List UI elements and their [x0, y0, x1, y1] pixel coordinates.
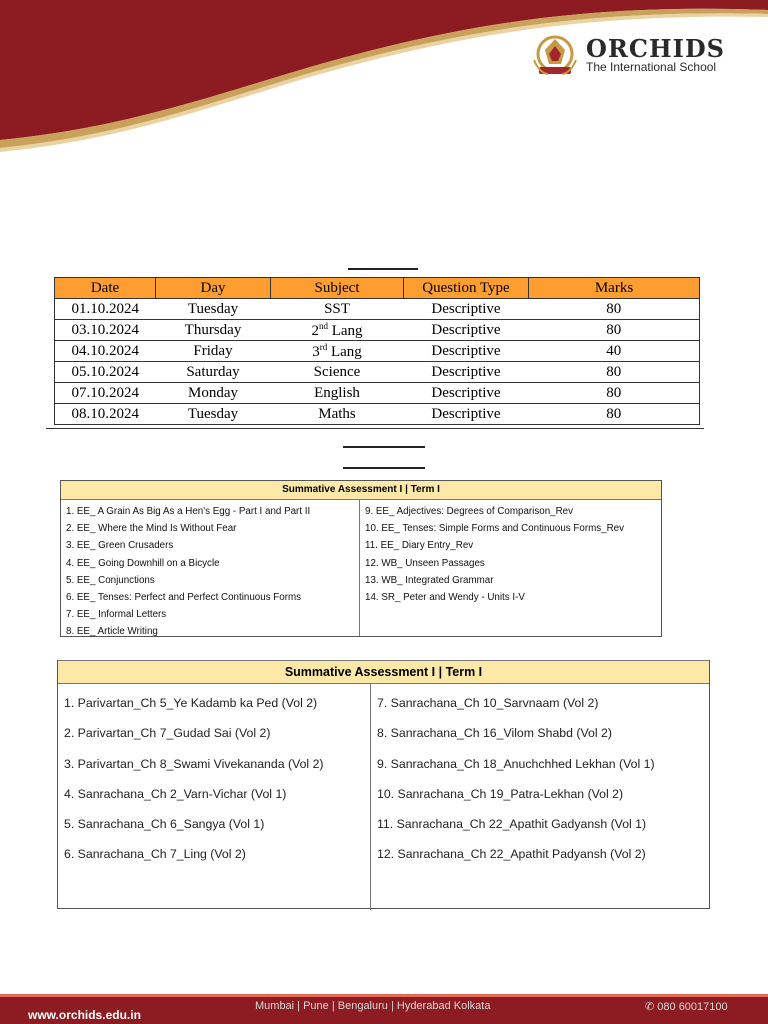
footer-cities: Mumbai | Pune | Bengaluru | Hyderabad Kolkata: [255, 1000, 491, 1012]
hindi-syllabus-title: Summative Assessment I | Term I: [58, 660, 709, 684]
list-item: 10. EE_ Tenses: Simple Forms and Continuous Forms_Rev: [365, 523, 625, 535]
table-header-row: [55, 278, 700, 299]
list-item: 7. EE_ Informal Letters: [66, 609, 167, 621]
list-item: 12. Sanrachana_Ch 22_Apathit Padyansh (Vol 2): [377, 847, 646, 862]
list-item: 1. EE_ A Grain As Big As a Hen's Egg - Part I and Part II: [66, 506, 311, 517]
day-cell: Friday: [156, 341, 271, 362]
marks-cell: 80: [529, 299, 700, 320]
list-item: 9. EE_ Adjectives: Degrees of Comparison_Rev: [365, 506, 574, 517]
footer-stripe: [0, 994, 768, 997]
question-type-cell: Descriptive: [404, 404, 529, 425]
subject-cell: SST: [271, 299, 404, 320]
hindi-syllabus-left-column: [58, 684, 371, 910]
list-item: 1. Parivartan_Ch 5_Ye Kadamb ka Ped (Vol 2): [64, 696, 318, 710]
question-type-cell: Descriptive: [404, 362, 529, 383]
subject-cell: English: [271, 383, 404, 404]
list-item: 13. WB_ Integrated Grammar: [365, 574, 494, 586]
page-header: [0, 0, 768, 160]
column-header: Day: [156, 278, 271, 299]
marks-cell: 80: [529, 383, 700, 404]
exam-schedule-table: [54, 277, 700, 425]
english-syllabus-left-column: [61, 500, 360, 636]
list-item: 5. Sanrachana_Ch 6_Sangya (Vol 1): [64, 817, 265, 832]
question-type-cell: Descriptive: [404, 299, 529, 320]
orchids-crest-icon: [530, 30, 580, 80]
table-row: [55, 362, 700, 383]
list-item: 12. WB_ Unseen Passages: [365, 557, 485, 569]
table-bottom-rule: [46, 428, 704, 429]
table-row: [55, 341, 700, 362]
list-item: 11. EE_ Diary Entry_Rev: [365, 540, 474, 552]
website-link[interactable]: www.orchids.edu.in: [28, 1008, 141, 1022]
list-item: 4. Sanrachana_Ch 2_Varn-Vichar (Vol 1): [64, 786, 287, 801]
table-row: [55, 383, 700, 404]
column-header: Marks: [529, 278, 700, 299]
school-name: ORCHIDS: [586, 34, 725, 63]
question-type-cell: Descriptive: [404, 341, 529, 362]
english-syllabus-title: Summative Assessment I | Term I: [61, 481, 661, 500]
day-cell: Monday: [156, 383, 271, 404]
list-item: 6. Sanrachana_Ch 7_Ling (Vol 2): [64, 847, 246, 862]
day-cell: Thursday: [156, 320, 271, 341]
list-item: 4. EE_ Going Downhill on a Bicycle: [66, 557, 220, 569]
day-cell: Tuesday: [156, 404, 271, 425]
list-item: 8. Sanrachana_Ch 16_Vilom Shabd (Vol 2): [377, 726, 612, 741]
subject-cell: 3rd Lang: [271, 341, 404, 362]
list-item: 3. Parivartan_Ch 8_Swami Vivekananda (Vol 2): [64, 756, 324, 771]
marks-cell: 80: [529, 320, 700, 341]
list-item: 5. EE_ Conjunctions: [66, 574, 155, 586]
subject-cell: Maths: [271, 404, 404, 425]
list-item: 10. Sanrachana_Ch 19_Patra-Lekhan (Vol 2): [377, 786, 624, 801]
phone-number: 080 60017100: [657, 1001, 728, 1013]
table-row: [55, 299, 700, 320]
list-item: 2. EE_ Where the Mind Is Without Fear: [66, 523, 237, 535]
column-header: Subject: [271, 278, 404, 299]
day-cell: Tuesday: [156, 299, 271, 320]
list-item: 7. Sanrachana_Ch 10_Sarvnaam (Vol 2): [377, 696, 599, 710]
list-item: 6. EE_ Tenses: Perfect and Perfect Continuous Forms: [66, 592, 302, 604]
table-row: [55, 320, 700, 341]
list-item: 8. EE_ Article Writing: [66, 626, 158, 638]
list-item: 2. Parivartan_Ch 7_Gudad Sai (Vol 2): [64, 726, 271, 741]
phone-icon: ✆: [645, 1001, 655, 1013]
date-cell: 03.10.2024: [55, 320, 156, 341]
hindi-syllabus-box: [57, 660, 710, 909]
english-syllabus-box: [60, 480, 662, 637]
marks-cell: 40: [529, 341, 700, 362]
list-item: 11. Sanrachana_Ch 22_Apathit Gadyansh (Vol 1): [377, 817, 647, 832]
marks-cell: 80: [529, 404, 700, 425]
date-cell: 08.10.2024: [55, 404, 156, 425]
question-type-cell: Descriptive: [404, 383, 529, 404]
subject-cell: 2nd Lang: [271, 320, 404, 341]
footer-phone: [645, 1000, 728, 1013]
date-cell: 05.10.2024: [55, 362, 156, 383]
column-header: Date: [55, 278, 156, 299]
hindi-syllabus-right-column: [371, 684, 709, 910]
column-header: Question Type: [404, 278, 529, 299]
heading-underline: [348, 268, 418, 270]
table-row: [55, 404, 700, 425]
date-cell: 01.10.2024: [55, 299, 156, 320]
marks-cell: 80: [529, 362, 700, 383]
question-type-cell: Descriptive: [404, 320, 529, 341]
heading-underline: [343, 446, 425, 448]
school-tagline: The International School: [586, 60, 717, 74]
english-syllabus-right-column: [360, 500, 661, 636]
heading-underline: [343, 467, 425, 469]
date-cell: 04.10.2024: [55, 341, 156, 362]
list-item: 3. EE_ Green Crusaders: [66, 540, 174, 552]
date-cell: 07.10.2024: [55, 383, 156, 404]
school-logo: [530, 30, 740, 80]
subject-cell: Science: [271, 362, 404, 383]
list-item: 14. SR_ Peter and Wendy - Units I-V: [365, 592, 525, 604]
header-wave-graphic: [0, 0, 768, 160]
list-item: 9. Sanrachana_Ch 18_Anuchchhed Lekhan (Vol 1): [377, 756, 655, 771]
day-cell: Saturday: [156, 362, 271, 383]
